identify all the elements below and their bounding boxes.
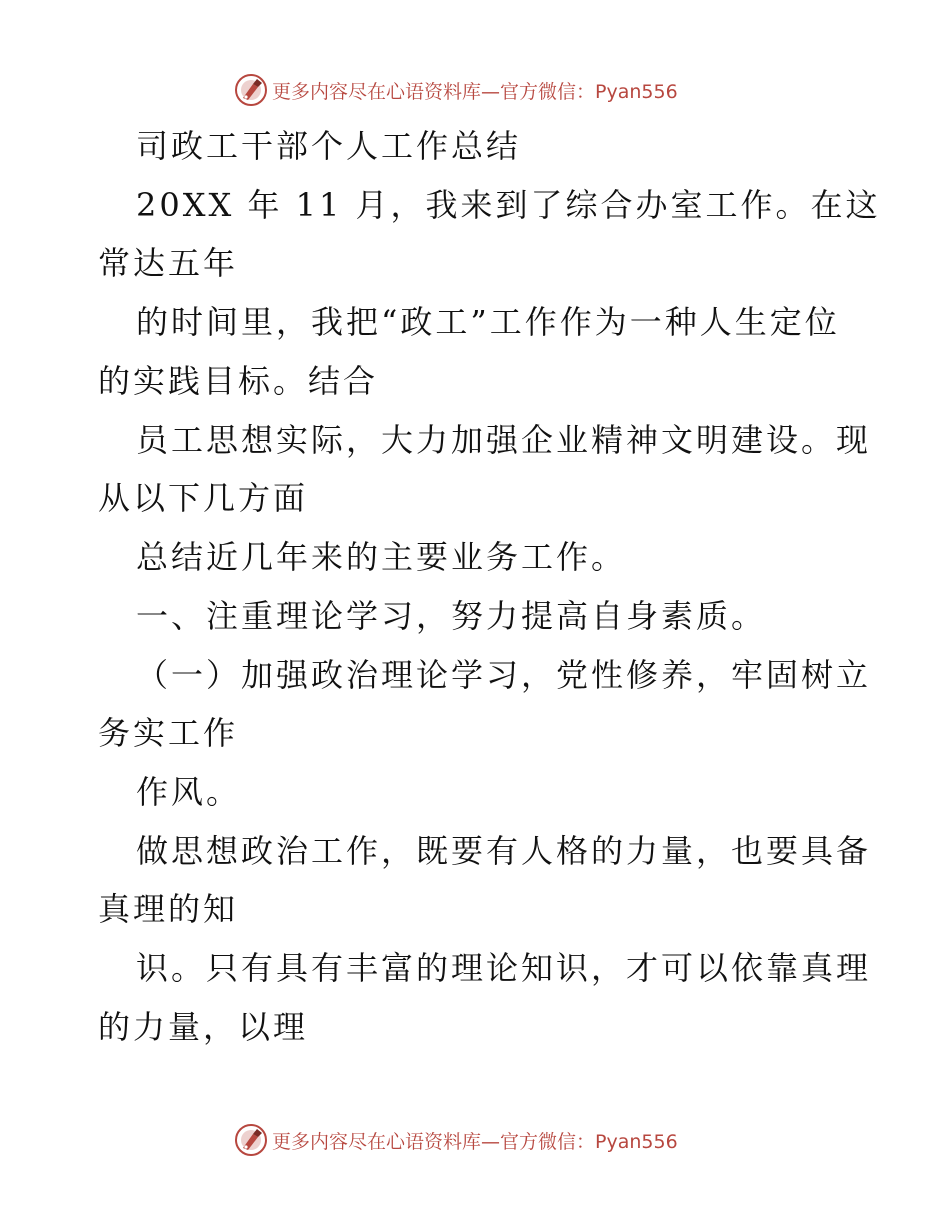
document-title: 司政工干部个人工作总结 <box>136 127 522 165</box>
paragraph-line: 真理的知 <box>98 890 239 928</box>
header-watermark-banner <box>234 72 678 108</box>
header-watermark-text: 更多内容尽在心语资料库—官方微信：Pyan556 <box>272 80 678 103</box>
footer-watermark-text: 更多内容尽在心语资料库—官方微信：Pyan556 <box>272 1130 678 1153</box>
paragraph-line: 的实践目标。结合 <box>98 362 379 400</box>
paragraph-line: 常达五年 <box>98 244 239 282</box>
paragraph-line: 务实工作 <box>98 714 239 752</box>
paragraph-line: 做思想政治工作，既要有人格的力量，也要具备 <box>136 832 872 870</box>
paragraph-line: 20XX 年 11 月，我来到了综合办室工作。在这 <box>136 186 881 224</box>
paragraph-line: 员工思想实际，大力加强企业精神文明建设。现 <box>136 421 872 459</box>
footer-watermark-banner <box>234 1122 678 1158</box>
pen-nib-logo-icon <box>234 1123 268 1157</box>
pen-nib-logo-icon <box>234 73 268 107</box>
paragraph-line: 的时间里，我把“政工”工作作为一种人生定位 <box>136 303 840 341</box>
paragraph-line: 总结近几年来的主要业务工作。 <box>136 538 627 576</box>
paragraph-line: 作风。 <box>136 773 242 811</box>
subsection-heading: （一）加强政治理论学习，党性修养，牢固树立 <box>136 656 872 694</box>
paragraph-line: 识。只有具有丰富的理论知识，才可以依靠真理 <box>136 949 872 987</box>
section-heading: 一、注重理论学习，努力提高自身素质。 <box>136 597 767 635</box>
paragraph-line: 从以下几方面 <box>98 479 309 517</box>
paragraph-line: 的力量，以理 <box>98 1008 309 1046</box>
